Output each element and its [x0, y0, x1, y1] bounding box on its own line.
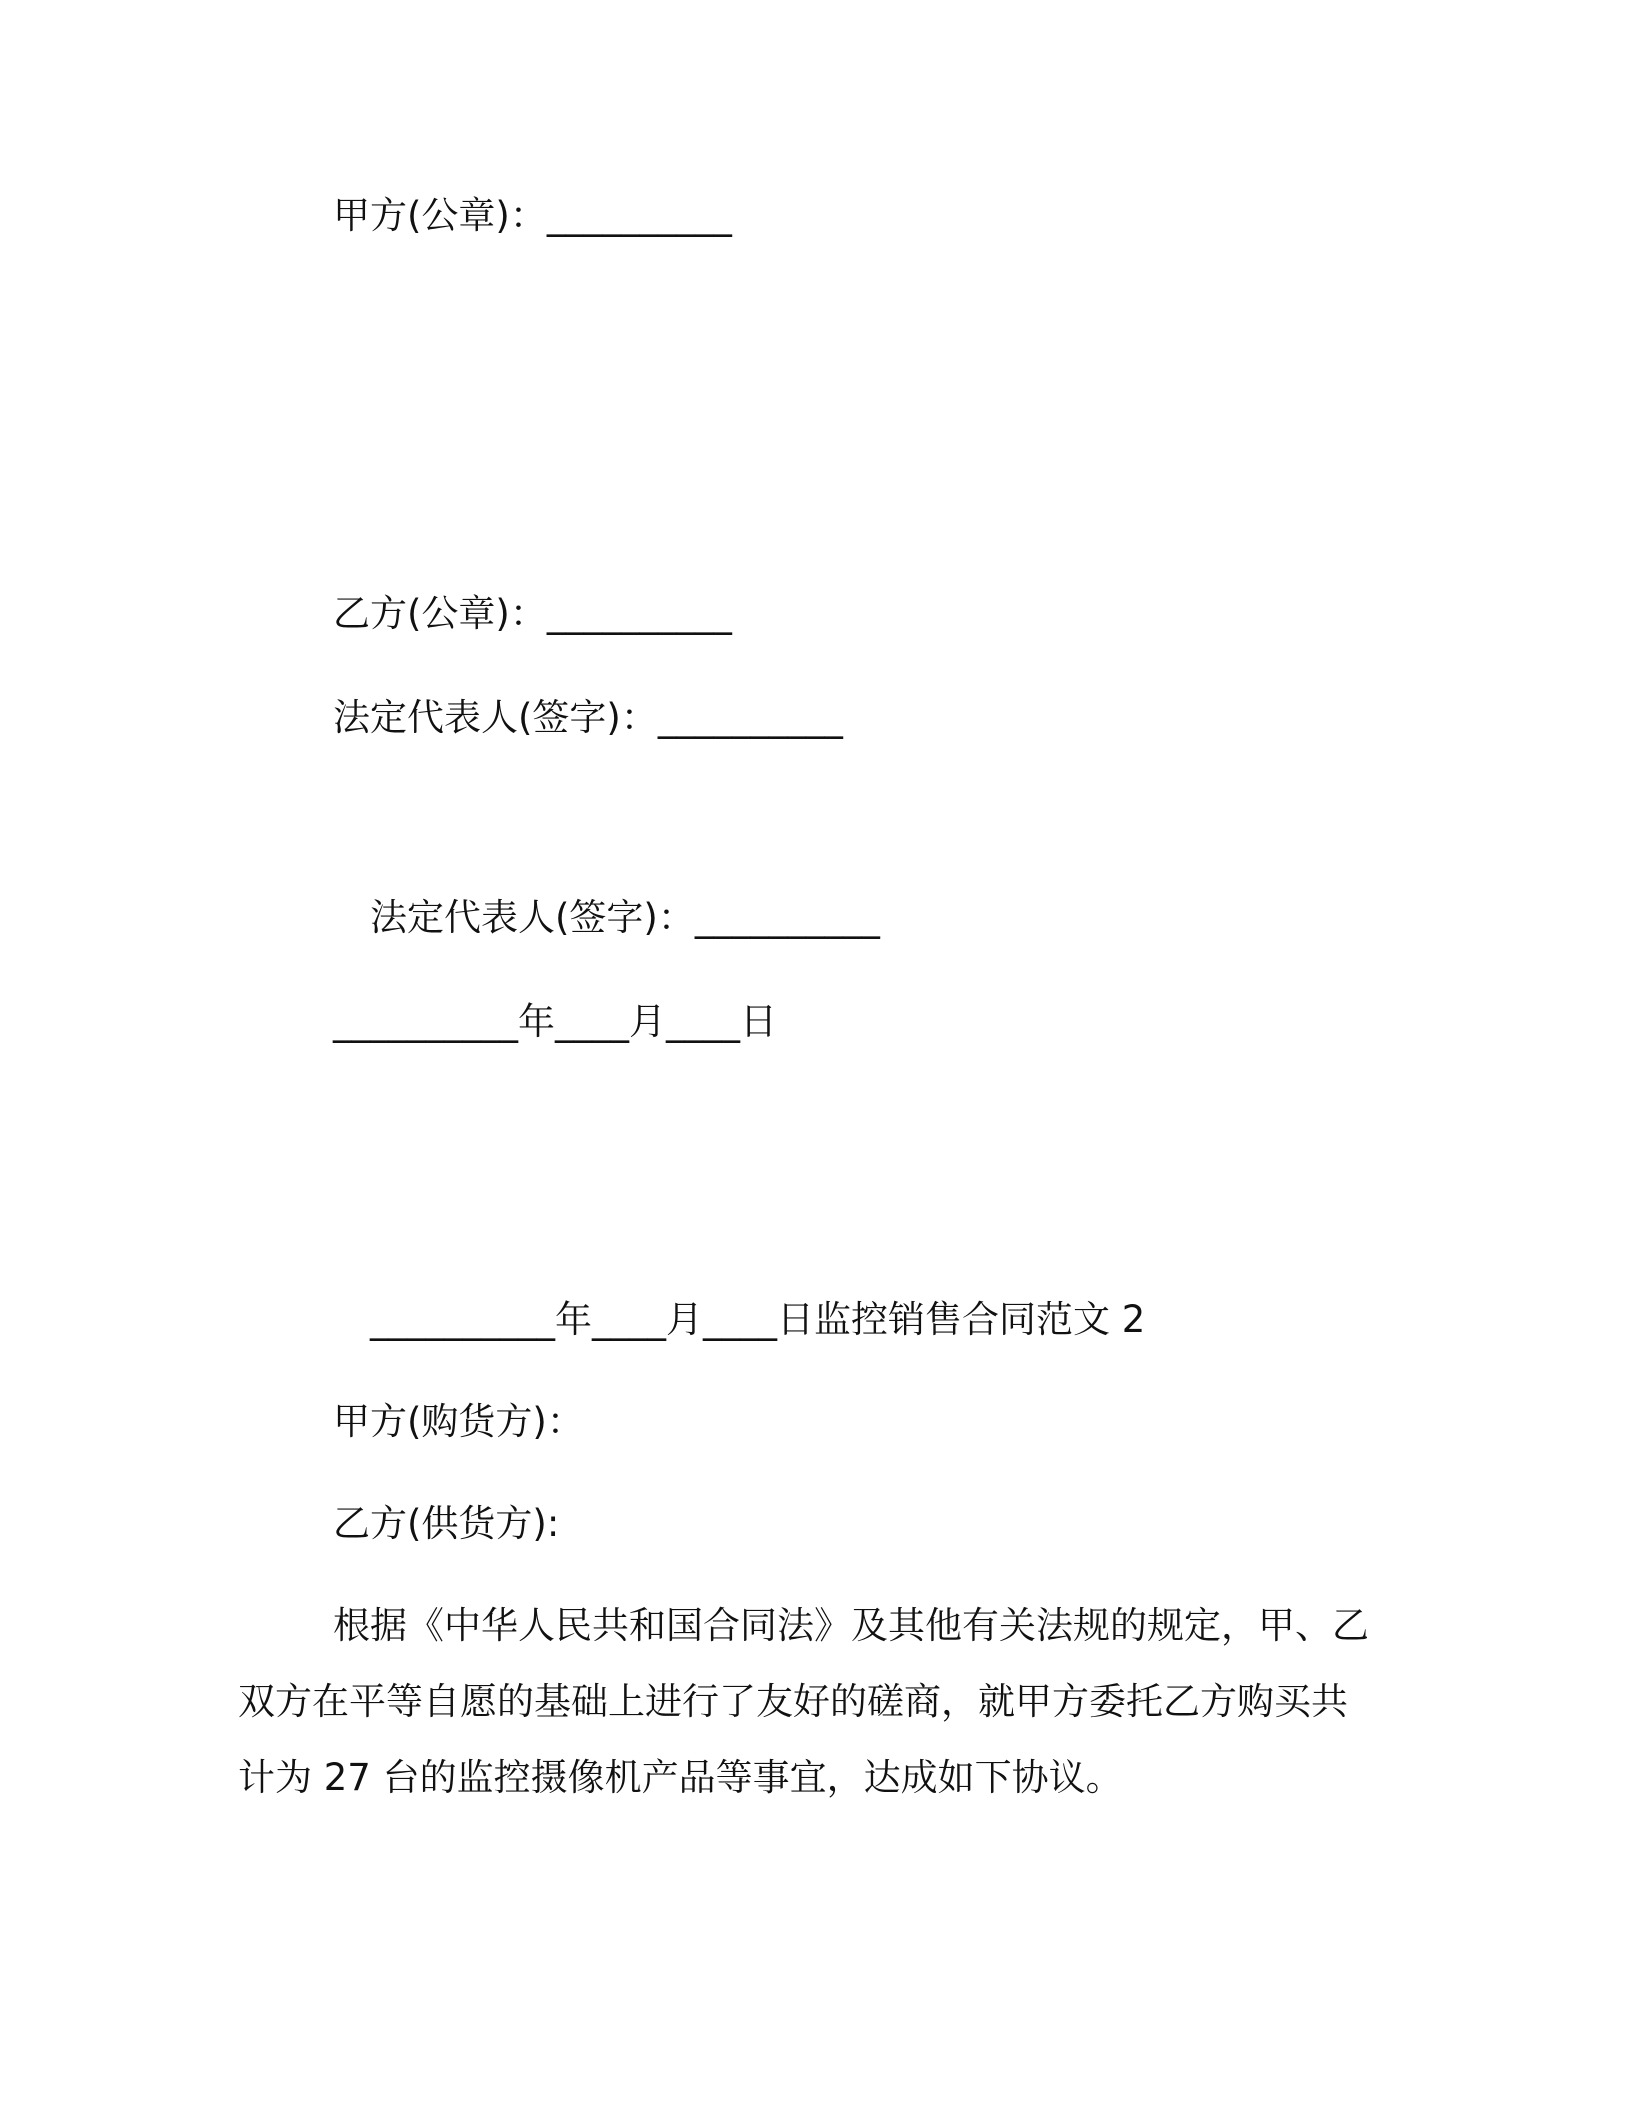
paragraph-line-1: 根据《中华人民共和国合同法》及其他有关法规的规定，甲、乙: [333, 1604, 1369, 1647]
paragraph-line-3: 计为 27 台的监控摄像机产品等事宜，达成如下协议。: [238, 1756, 1123, 1799]
party-b-seal-line: 乙方(公章)：__________: [333, 592, 732, 635]
legal-representative-line-1: 法定代表人(签字)：__________: [333, 696, 843, 739]
section-title: __________年____月____日监控销售合同范文 2: [370, 1298, 1146, 1341]
paragraph-line-2: 双方在平等自愿的基础上进行了友好的磋商，就甲方委托乙方购买共: [238, 1680, 1348, 1723]
legal-representative-line-2: 法定代表人(签字)：__________: [370, 896, 880, 939]
date-line: __________年____月____日: [333, 1000, 777, 1043]
party-a-seal-line: 甲方(公章)：__________: [333, 194, 732, 237]
supplier-label: 乙方(供货方):: [333, 1502, 560, 1545]
buyer-label: 甲方(购货方)：: [333, 1400, 584, 1443]
